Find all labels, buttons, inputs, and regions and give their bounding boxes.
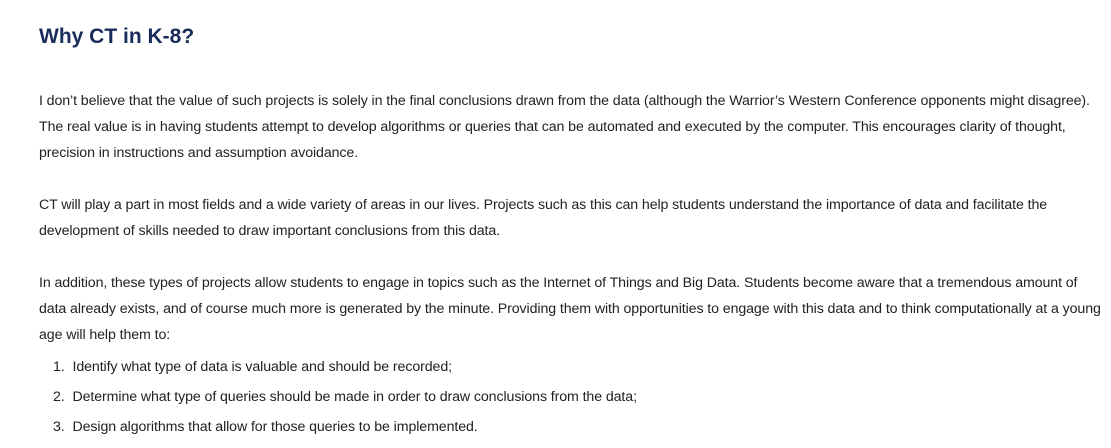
list-item-text: Determine what type of queries should be made in order to draw conclusions from the data; [72, 389, 637, 405]
paragraph-ct-fields: CT will play a part in most fields and a wide variety of areas in our lives. Projects such as this can help students understand the importance of data and facilitate the development of skills needed to draw important conclusions from this data. [39, 197, 1048, 239]
list-item [53, 382, 1101, 412]
list-item-number: 3. [53, 419, 65, 435]
list-item-text: Identify what type of data is valuable and should be recorded; [72, 359, 452, 375]
skills-list [39, 352, 1101, 442]
paragraph-value-of-projects: I don’t believe that the value of such projects is solely in the final conclusions drawn from the data (although the Warrior’s Western Conference opponents might disagree). The real value is in having students attempt to develop algorithms or queries that can be automated and executed by the computer. This encourages clarity of thought, precision in instructions and assumption avoidance. [39, 93, 1090, 161]
list-item-number: 2. [53, 389, 65, 405]
list-item-number: 1. [53, 359, 65, 375]
paragraph-iot-big-data: In addition, these types of projects allow students to engage in topics such as the Internet of Things and Big Data. Students become aware that a tremendous amount of data already exists, and of course much more is generated by the minute. Providing them with opportunities to engage with this data and to think computationally at a young age will help them to: [39, 275, 1101, 343]
list-item [53, 352, 1101, 382]
list-item [53, 412, 1101, 442]
list-item-text: Design algorithms that allow for those queries to be implemented. [72, 419, 478, 435]
article-heading: Why CT in K-8? [39, 25, 195, 48]
